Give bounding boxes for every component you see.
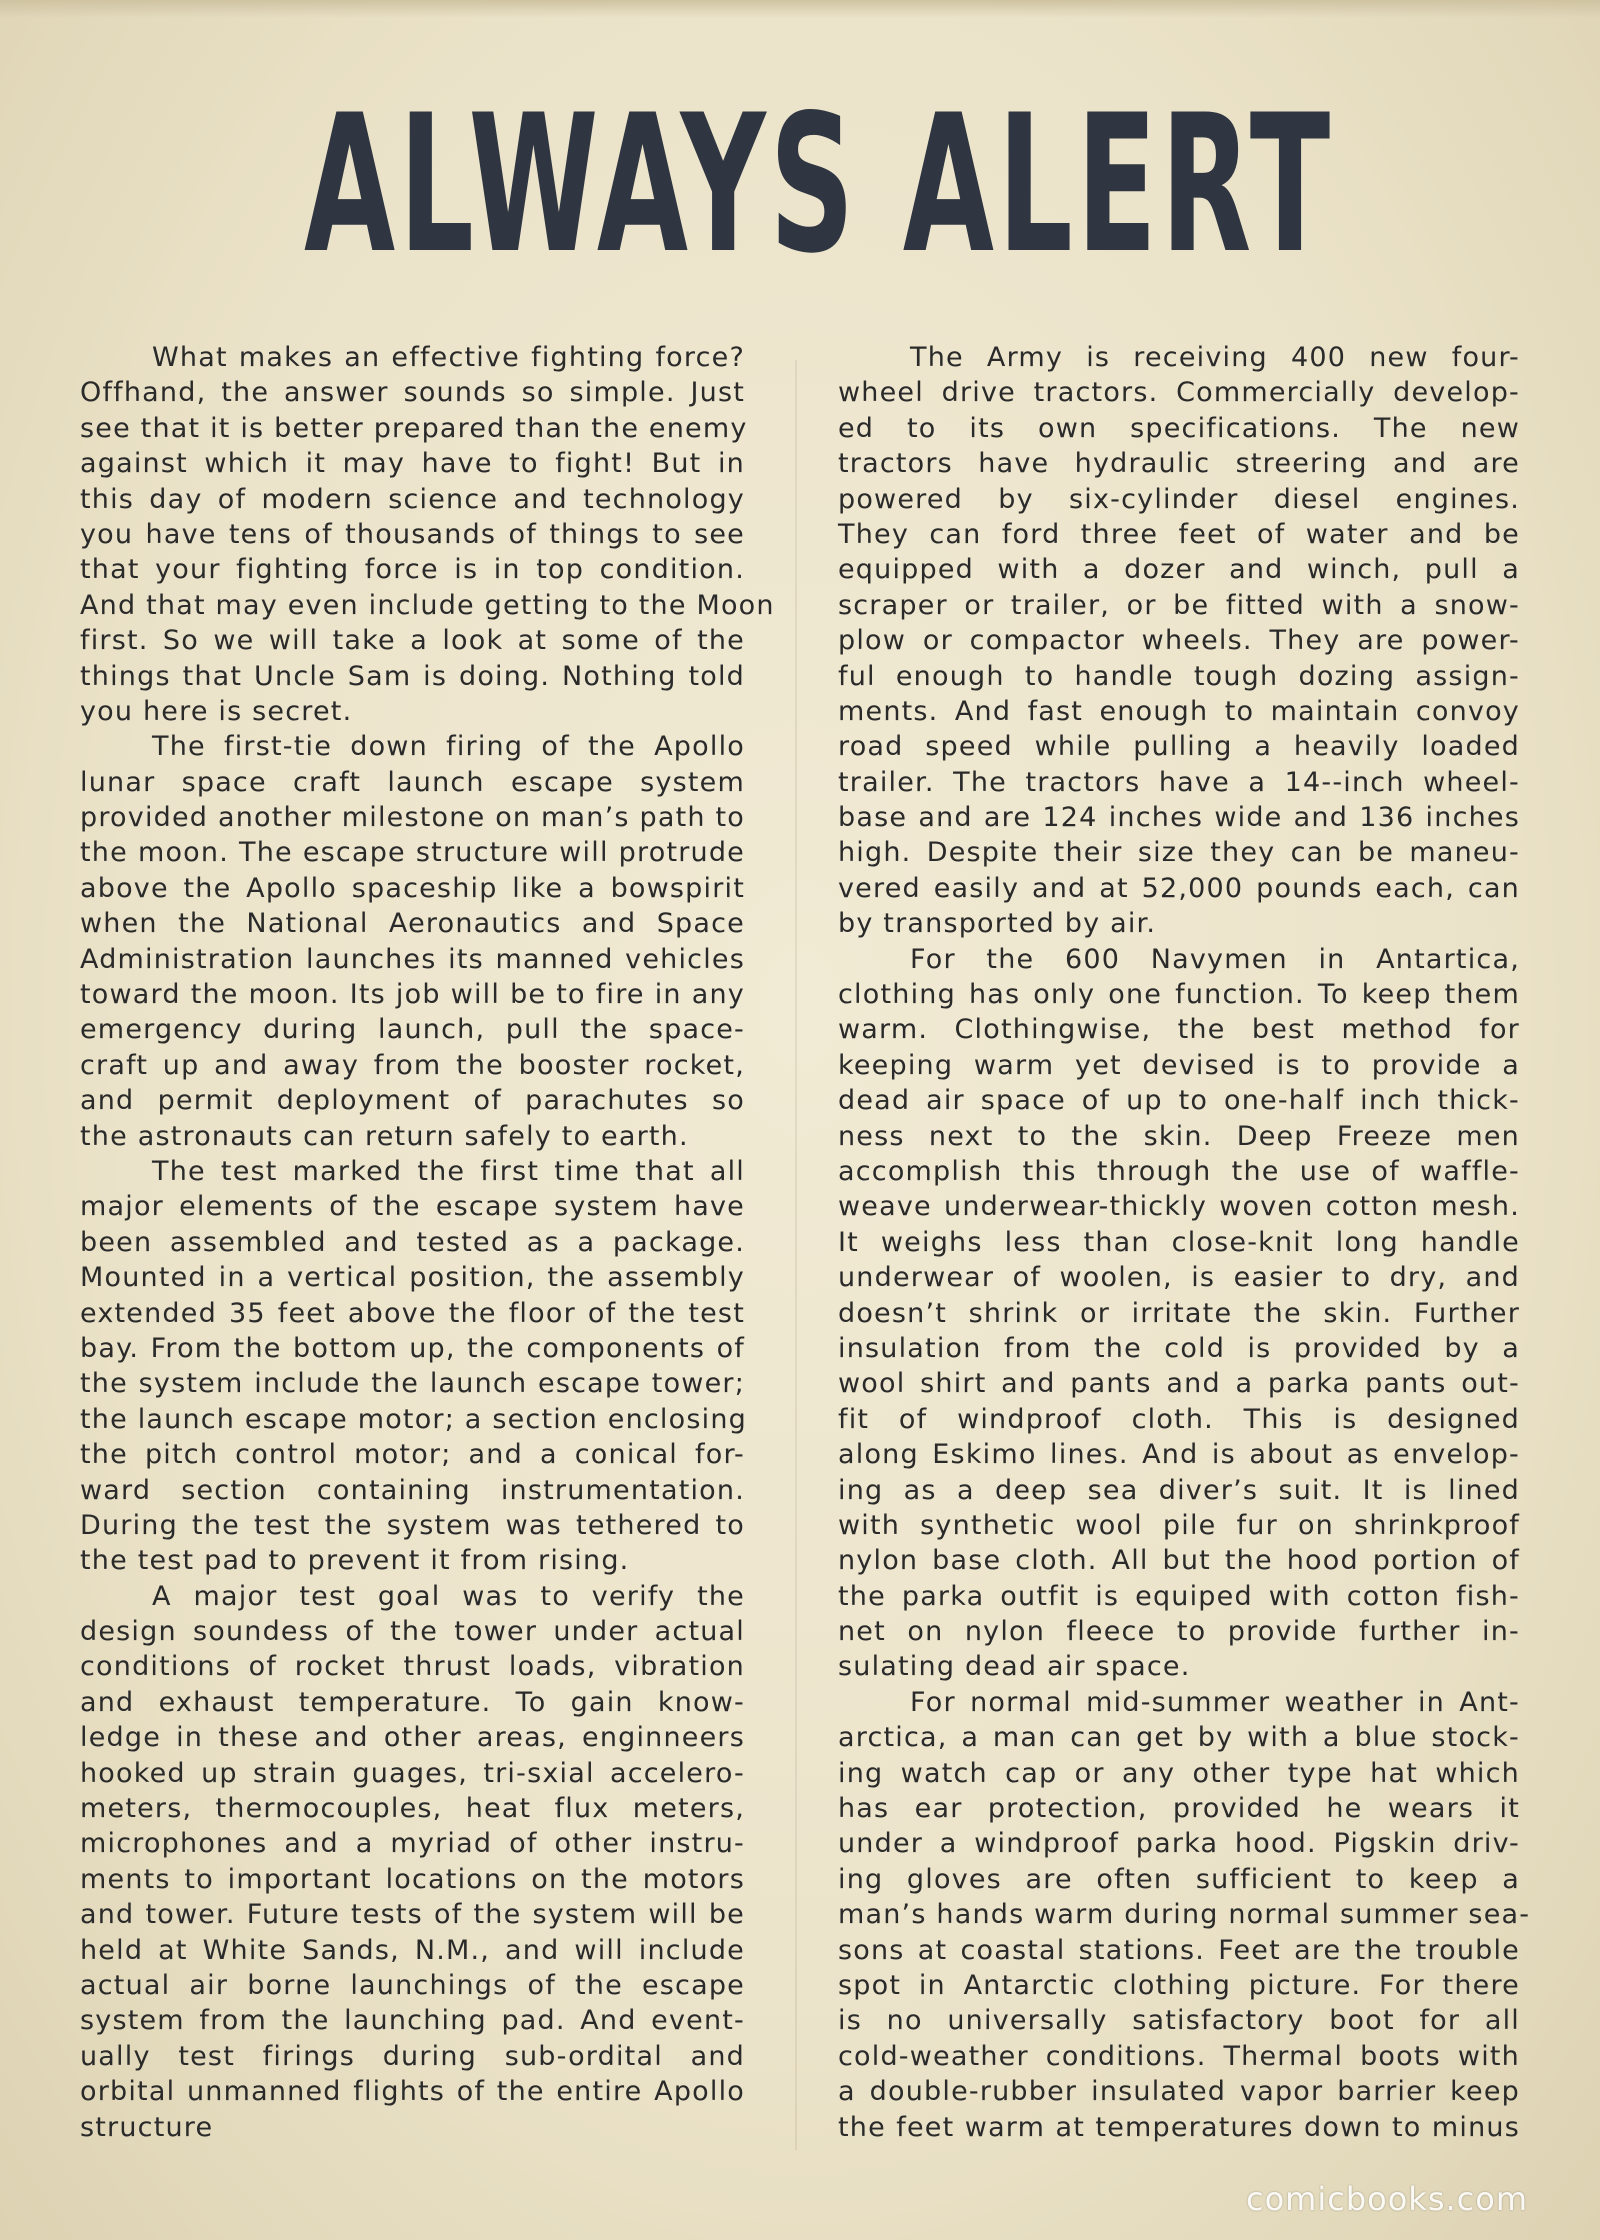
text-line: underwear of woolen, is easier to dry, and (838, 1262, 1520, 1294)
text-line: sulating dead air space. (838, 1651, 1191, 1683)
text-line: the astronauts can return safely to earth. (80, 1120, 689, 1152)
text-line: A major test goal was to verify the (152, 1580, 745, 1612)
text-line: microphones and a myriad of other instru- (80, 1828, 745, 1860)
text-line: hooked up strain guages, tri-sxial accelero- (80, 1757, 745, 1789)
text-line: The Army is receiving 400 new four- (910, 342, 1520, 373)
text-line: clothing has only one function. To keep them (838, 979, 1520, 1011)
column-gutter (795, 360, 797, 2150)
text-line: system from the launching pad. And event- (80, 2005, 745, 2037)
text-line: by transported by air. (838, 908, 1157, 940)
text-line: held at White Sands, N.M., and will include (80, 1934, 745, 1966)
text-line: high. Despite their size they can be maneu- (838, 837, 1520, 869)
text-line: the system include the launch escape tower; (80, 1368, 745, 1400)
text-line: is no universally satisfactory boot for all (838, 2005, 1520, 2037)
article-title: ALWAYS ALERT (304, 74, 1334, 295)
text-line: you have tens of thousands of things to see (80, 518, 745, 550)
text-line: above the Apollo spaceship like a bowspirit (80, 872, 745, 904)
text-line: And that may even include getting to the Moon (80, 589, 775, 621)
text-line: ledge in these and other areas, enginneers (80, 1722, 745, 1754)
text-line: ing watch cap or any other type hat which (838, 1757, 1520, 1789)
text-line: During the test the system was tethered to (80, 1509, 745, 1541)
text-line: fit of windproof cloth. This is designed (838, 1403, 1520, 1435)
text-line: Mounted in a vertical position, the assembly (80, 1262, 745, 1294)
text-line: The test marked the first time that all (152, 1155, 745, 1187)
text-line: that your fighting force is in top condition. (80, 554, 745, 586)
text-line: the parka outfit is equiped with cotton fish- (838, 1580, 1520, 1612)
text-line: actual air borne launchings of the escape (80, 1969, 745, 2001)
text-line: and permit deployment of parachutes so (80, 1085, 745, 1117)
text-line: ness next to the skin. Deep Freeze men (838, 1120, 1520, 1152)
text-line: first. So we will take a look at some of the (80, 625, 745, 657)
text-line: ward section containing instrumentation. (80, 1474, 745, 1506)
text-line: accomplish this through the use of waffle- (838, 1155, 1520, 1187)
text-line: see that it is better prepared than the enemy (80, 412, 748, 444)
text-line: meters, thermocouples, heat flux meters, (80, 1793, 745, 1825)
text-line: powered by six-cylinder diesel engines. (838, 483, 1520, 515)
text-line: ing gloves are often sufficient to keep a (838, 1863, 1520, 1895)
text-line: a double-rubber insulated vapor barrier keep (838, 2076, 1520, 2108)
text-line: insulation from the cold is provided by a (838, 1332, 1520, 1364)
watermark: comicbooks.com (1245, 2180, 1528, 2218)
text-line: has ear protection, provided he wears it (838, 1793, 1520, 1825)
text-line: the launch escape motor; a section enclosing (80, 1403, 747, 1435)
text-line: under a windproof parka hood. Pigskin driv- (838, 1828, 1520, 1860)
text-line: trailer. The tractors have a 14--inch wheel- (838, 766, 1520, 798)
text-line: ments. And fast enough to maintain convoy (838, 695, 1520, 727)
text-line: Administration launches its manned vehicles (80, 943, 745, 975)
text-line: the feet warm at temperatures down to minus (838, 2111, 1520, 2143)
text-line: base and are 124 inches wide and 136 inches (838, 802, 1520, 834)
left-text-column (80, 340, 775, 2145)
text-line: design soundess of the tower under actual (80, 1616, 745, 1648)
text-line: ed to its own specifications. The new (838, 412, 1520, 444)
text-line: The first-tie down firing of the Apollo (152, 731, 745, 763)
text-line: when the National Aeronautics and Space (80, 908, 745, 940)
text-line: weave underwear-thickly woven cotton mesh. (838, 1191, 1520, 1223)
text-line: structure (80, 2111, 214, 2143)
text-line: spot in Antarctic clothing picture. For there (838, 1969, 1520, 2001)
text-line: the pitch control motor; and a conical for- (80, 1439, 745, 1471)
text-line: and exhaust temperature. To gain know- (80, 1686, 745, 1718)
text-line: the test pad to prevent it from rising. (80, 1545, 630, 1577)
text-line: toward the moon. Its job will be to fire in any (80, 979, 745, 1011)
text-line: craft up and away from the booster rocket, (80, 1049, 745, 1081)
text-line: plow or compactor wheels. They are power- (838, 625, 1520, 657)
text-line: equipped with a dozer and winch, pull a (838, 554, 1520, 586)
text-line: wool shirt and pants and a parka pants out- (838, 1368, 1520, 1400)
text-line: emergency during launch, pull the space- (80, 1014, 745, 1046)
page-top-edge (0, 0, 1600, 18)
text-line: For the 600 Navymen in Antartica, (910, 943, 1520, 975)
text-line: Offhand, the answer sounds so simple. Just (80, 377, 745, 409)
text-line: dead air space of up to one-half inch thick- (838, 1085, 1520, 1117)
text-line: cold-weather conditions. Thermal boots with (838, 2040, 1520, 2072)
text-line: scraper or trailer, or be fitted with a snow- (838, 589, 1520, 621)
text-line: net on nylon fleece to provide further in- (838, 1616, 1520, 1648)
text-line: been assembled and tested as a package. (80, 1226, 745, 1258)
text-line: wheel drive tractors. Commercially develop- (838, 377, 1520, 409)
text-line: It weighs less than close-knit long handle (838, 1226, 1520, 1258)
text-line: major elements of the escape system have (80, 1191, 745, 1223)
text-line: extended 35 feet above the floor of the test (80, 1297, 745, 1329)
text-line: vered easily and at 52,000 pounds each, can (838, 872, 1520, 904)
text-line: conditions of rocket thrust loads, vibration (80, 1651, 745, 1683)
text-line: warm. Clothingwise, the best method for (838, 1014, 1520, 1046)
text-line: ments to important locations on the motors (80, 1863, 745, 1895)
text-line: against which it may have to fight! But in (80, 448, 745, 480)
text-line: sons at coastal stations. Feet are the trouble (838, 1934, 1520, 1966)
text-line: doesn’t shrink or irritate the skin. Further (838, 1297, 1520, 1329)
text-line: the moon. The escape structure will protrude (80, 837, 745, 869)
right-text-column (838, 340, 1531, 2145)
text-line: along Eskimo lines. And is about as envelop- (838, 1439, 1520, 1471)
text-line: you here is secret. (80, 695, 353, 727)
text-line: provided another milestone on man’s path to (80, 802, 745, 834)
text-line: road speed while pulling a heavily loaded (838, 731, 1520, 763)
text-line: arctica, a man can get by with a blue stock- (838, 1722, 1520, 1754)
text-line: man’s hands warm during normal summer sea- (838, 1899, 1531, 1931)
text-line: bay. From the bottom up, the components of (80, 1332, 745, 1364)
text-line: nylon base cloth. All but the hood portion of (838, 1545, 1520, 1577)
text-line: tractors have hydraulic streering and are (838, 448, 1520, 480)
text-line: this day of modern science and technology (80, 483, 745, 515)
text-line: ing as a deep sea diver’s suit. It is lined (838, 1474, 1520, 1506)
text-line: things that Uncle Sam is doing. Nothing told (80, 660, 745, 692)
text-line: and tower. Future tests of the system will be (80, 1899, 745, 1931)
text-line: orbital unmanned flights of the entire Apollo (80, 2076, 745, 2108)
text-line: ually test firings during sub-ordital and (80, 2040, 745, 2072)
text-line: ful enough to handle tough dozing assign- (838, 660, 1520, 692)
text-line: They can ford three feet of water and be (838, 518, 1520, 550)
text-line: For normal mid-summer weather in Ant- (910, 1686, 1520, 1718)
text-line: keeping warm yet devised is to provide a (838, 1049, 1520, 1081)
text-line: What makes an effective fighting force? (152, 342, 745, 373)
text-line: lunar space craft launch escape system (80, 766, 745, 798)
text-line: with synthetic wool pile fur on shrinkproof (838, 1509, 1520, 1541)
